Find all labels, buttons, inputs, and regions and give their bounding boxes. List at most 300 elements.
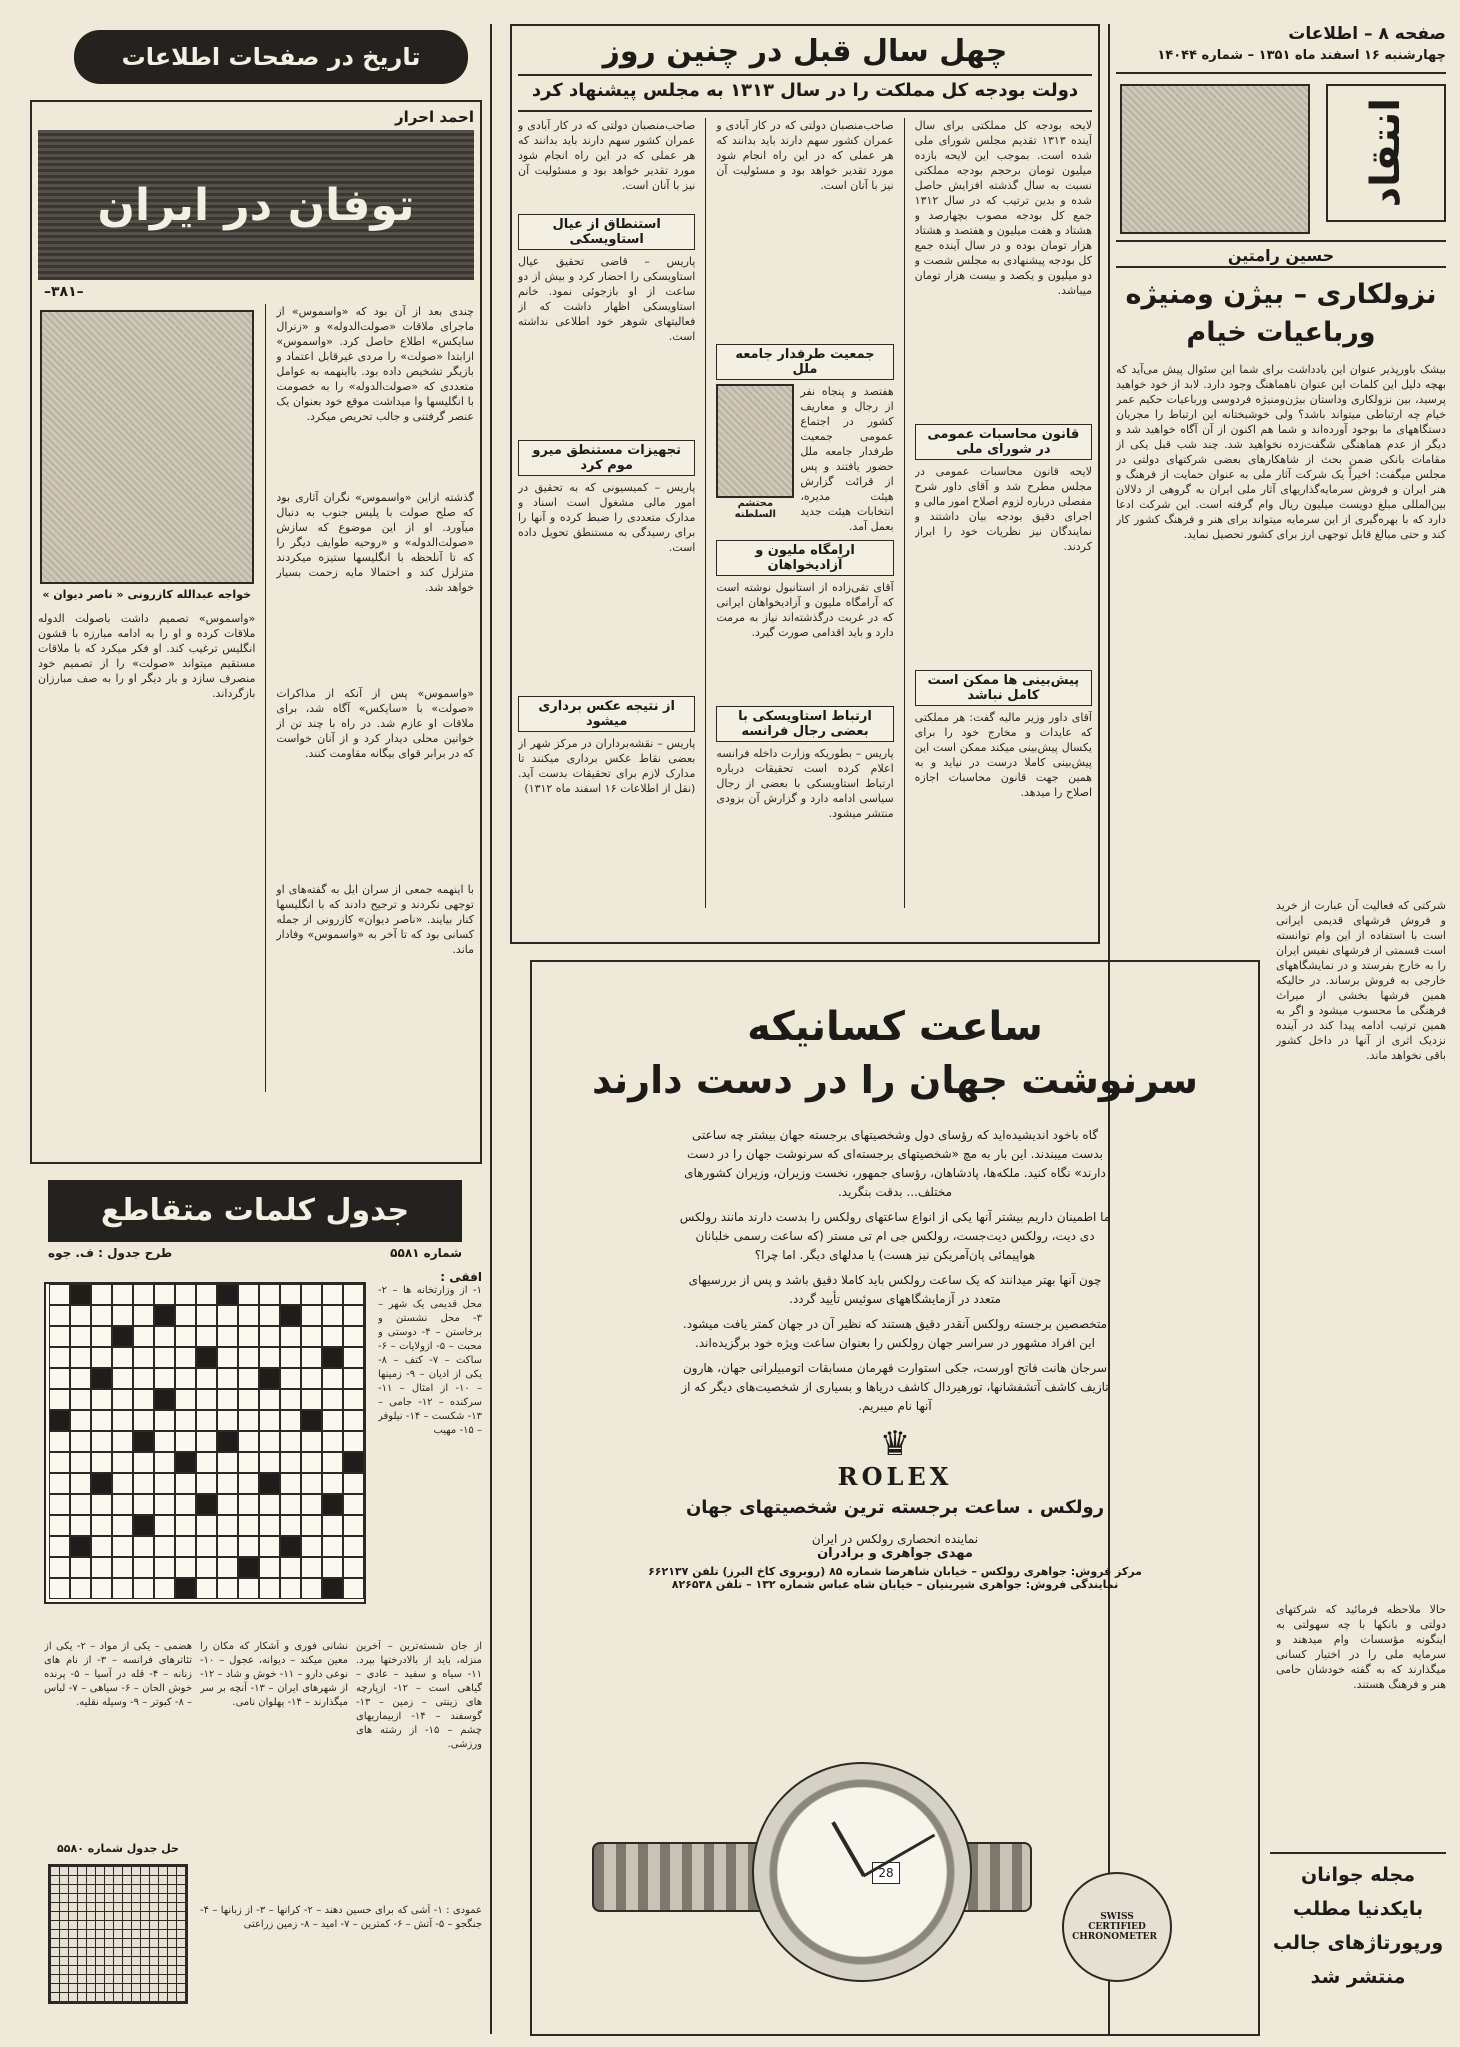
- dealer-address-2: نمایندگی فروش: جواهری شیرینیان – خیابان شاه عباس شماره ۱۳۲ – تلفن ۸۲۶۵۳۸: [671, 1578, 1119, 1591]
- crossword-col-left: هضمی – یکی از مواد – ۲- یکی از تئاترهای فرانسه – ۳- از نام های زنانه – ۴- قله در آسیا – ۵- پرنده خوش الحان – ۶- سیاهی – ۷- لباس – ۸- کبوتر – ۹- وسیله نقلیه.: [44, 1641, 192, 1708]
- crossword-cell[interactable]: [112, 1473, 133, 1494]
- javanan-line-2: بایکدنیا مطلب: [1292, 1898, 1424, 1920]
- crossword-cell[interactable]: [175, 1410, 196, 1431]
- crossword-cell[interactable]: [112, 1536, 133, 1557]
- crossword-cell[interactable]: [322, 1389, 343, 1410]
- crossword-cell[interactable]: [301, 1305, 322, 1326]
- watch-hour-hand: [831, 1821, 865, 1877]
- crossword-cell[interactable]: [175, 1431, 196, 1452]
- crossword-cell[interactable]: [70, 1515, 91, 1536]
- naser-divan-photo: [40, 310, 254, 584]
- crossword-cell[interactable]: [49, 1452, 70, 1473]
- ad-paragraph-5: سرجان هانت فاتح اورست، جکی استوارت قهرمان مسابقات اتومبیلرانی جهان، هارون تازیف کاشف آتشفشانها، تورهیردال کاشف دریاها و بسیاری از شخصیت‌های دیگر که از آنها نام میبریم.: [681, 1361, 1109, 1413]
- crossword-block-cell: [322, 1494, 343, 1515]
- critique-body-2: شرکتی که فعالیت آن عبارت از خرید و فروش فرشهای قدیمی ایرانی است با استفاده از این وام توانسته است قسمتی از فرشهای نفیس ایران را به خارج بفرستد و در نمایشگاههای خارجی به فروش برساند. در حالیکه همین فرشها بخشی از میراث فرهنگی ما محسوب میشود و اگر به همین ترتیب ادامه پیدا کند در آینده نزدیک اثری از آنها در داخل کشور باقی نخواهد ماند.: [1276, 899, 1446, 1062]
- crossword-cell[interactable]: [70, 1578, 91, 1599]
- chronometer-seal: [1062, 1872, 1172, 1982]
- crossword-cell[interactable]: [154, 1347, 175, 1368]
- crossword-cell[interactable]: [280, 1368, 301, 1389]
- crossword-cell[interactable]: [301, 1389, 322, 1410]
- crossword-cell[interactable]: [112, 1347, 133, 1368]
- crossword-cell[interactable]: [280, 1326, 301, 1347]
- crossword-cell[interactable]: [217, 1389, 238, 1410]
- forty-col-c-head-2: تجهیزات مستنطق میرو موم کرد: [518, 440, 695, 476]
- crossword-cell[interactable]: [217, 1368, 238, 1389]
- crossword-cell[interactable]: [49, 1389, 70, 1410]
- crossword-block-cell: [322, 1347, 343, 1368]
- dealer-line-2: مهدی جواهری و برادران: [817, 1546, 973, 1561]
- crossword-cell[interactable]: [154, 1473, 175, 1494]
- crossword-cell[interactable]: [238, 1515, 259, 1536]
- crossword-cell[interactable]: [196, 1326, 217, 1347]
- crossword-cell[interactable]: [91, 1347, 112, 1368]
- crossword-cell[interactable]: [217, 1452, 238, 1473]
- crossword-cell[interactable]: [154, 1284, 175, 1305]
- crossword-cell[interactable]: [259, 1284, 280, 1305]
- crossword-cell[interactable]: [175, 1389, 196, 1410]
- crossword-cell[interactable]: [112, 1494, 133, 1515]
- crossword-number: شماره ۵۵۸۱: [390, 1246, 462, 1260]
- crossword-block-cell: [133, 1515, 154, 1536]
- crossword-cell[interactable]: [154, 1452, 175, 1473]
- crossword-cell[interactable]: [238, 1452, 259, 1473]
- crossword-cell[interactable]: [70, 1494, 91, 1515]
- crossword-cell[interactable]: [280, 1431, 301, 1452]
- crossword-cell[interactable]: [70, 1431, 91, 1452]
- crossword-meta: [48, 1246, 462, 1266]
- crossword-cell[interactable]: [301, 1494, 322, 1515]
- javanan-line-3: ورپورتاژهای جالب: [1272, 1932, 1444, 1954]
- history-episode: –۳۸۱–: [44, 284, 84, 300]
- critique-author: حسین رامتین: [1116, 240, 1446, 268]
- crossword-cell[interactable]: [133, 1536, 154, 1557]
- crossword-cell[interactable]: [49, 1326, 70, 1347]
- crossword-cell[interactable]: [91, 1515, 112, 1536]
- crossword-cell[interactable]: [49, 1578, 70, 1599]
- javanan-line-1: مجله جوانان: [1301, 1864, 1415, 1886]
- crossword-block-cell: [280, 1536, 301, 1557]
- critique-logo: [1326, 84, 1446, 222]
- crossword-cell[interactable]: [175, 1284, 196, 1305]
- crossword-cell[interactable]: [343, 1410, 364, 1431]
- crossword-cell[interactable]: [112, 1410, 133, 1431]
- crossword-cell[interactable]: [301, 1557, 322, 1578]
- solution-label: حل جدول شماره ۵۵۸۰: [57, 1842, 179, 1855]
- crossword-block-cell: [133, 1431, 154, 1452]
- crossword-block-cell: [112, 1326, 133, 1347]
- crossword-cell[interactable]: [70, 1326, 91, 1347]
- crossword-cell[interactable]: [91, 1431, 112, 1452]
- crossword-cell[interactable]: [133, 1473, 154, 1494]
- crossword-cell[interactable]: [133, 1326, 154, 1347]
- crossword-block-cell: [196, 1347, 217, 1368]
- crossword-cell[interactable]: [70, 1347, 91, 1368]
- crossword-block-cell: [280, 1305, 301, 1326]
- crossword-cell[interactable]: [259, 1536, 280, 1557]
- crossword-cell[interactable]: [70, 1305, 91, 1326]
- crossword-cell[interactable]: [238, 1347, 259, 1368]
- crossword-cell[interactable]: [196, 1536, 217, 1557]
- javanan-ad: [1270, 1852, 1446, 2034]
- crossword-cell[interactable]: [322, 1515, 343, 1536]
- crossword-cell[interactable]: [196, 1410, 217, 1431]
- crossword-cell[interactable]: [322, 1368, 343, 1389]
- crossword-cell[interactable]: [49, 1368, 70, 1389]
- crossword-cell[interactable]: [196, 1452, 217, 1473]
- date-line: چهارشنبه ۱۶ اسفند ماه ۱۳۵۱ – شماره ۱۴۰۴۴: [1157, 48, 1446, 63]
- crossword-cell[interactable]: [322, 1326, 343, 1347]
- crossword-cell[interactable]: [343, 1473, 364, 1494]
- crossword-cell[interactable]: [70, 1410, 91, 1431]
- crossword-cell[interactable]: [301, 1515, 322, 1536]
- crossword-block-cell: [70, 1536, 91, 1557]
- crossword-cell[interactable]: [343, 1494, 364, 1515]
- crossword-cell[interactable]: [133, 1410, 154, 1431]
- naser-divan-caption: خواجه عبدالله کازرونی « ناصر دیوان »: [42, 588, 252, 601]
- crossword-cell[interactable]: [343, 1557, 364, 1578]
- page-label: صفحه ۸ – اطلاعات: [1288, 24, 1446, 44]
- crossword-cell[interactable]: [196, 1305, 217, 1326]
- crossword-cell[interactable]: [322, 1536, 343, 1557]
- watch-face: [752, 1762, 972, 1982]
- forty-col-b-head-1: جمعیت طرفدار جامعه ملل: [716, 344, 893, 380]
- forty-col-b-text-2: آقای تقی‌زاده از استانبول نوشته است که آرامگاه ملیون و آزادیخواهان ایرانی که در غربت درگذشته‌اند نیاز به مرمت دارد و باید اقدامی صورت گیرد.: [716, 581, 894, 639]
- crossword-cell[interactable]: [322, 1305, 343, 1326]
- crossword-banner: جدول کلمات متقاطع: [48, 1180, 462, 1242]
- crossword-cell[interactable]: [217, 1305, 238, 1326]
- crossword-cell[interactable]: [133, 1452, 154, 1473]
- crossword-cell[interactable]: [322, 1473, 343, 1494]
- crossword-cell[interactable]: [112, 1557, 133, 1578]
- crossword-cell[interactable]: [322, 1452, 343, 1473]
- crossword-block-cell: [91, 1368, 112, 1389]
- forty-years-section: [510, 24, 1100, 944]
- crossword-block-cell: [154, 1305, 175, 1326]
- crossword-cell[interactable]: [49, 1494, 70, 1515]
- crossword-cell[interactable]: [154, 1494, 175, 1515]
- crossword-cell[interactable]: [175, 1305, 196, 1326]
- crossword-cell[interactable]: [238, 1473, 259, 1494]
- crossword-cell[interactable]: [259, 1452, 280, 1473]
- crossword-cell[interactable]: [343, 1578, 364, 1599]
- crossword-cell[interactable]: [196, 1557, 217, 1578]
- crossword-cell[interactable]: [49, 1473, 70, 1494]
- crossword-cell[interactable]: [154, 1557, 175, 1578]
- rolex-tagline: رولکس . ساعت برجسته ترین شخصیتهای جهان: [685, 1497, 1105, 1518]
- crossword-cell[interactable]: [49, 1536, 70, 1557]
- crossword-cell[interactable]: [196, 1431, 217, 1452]
- crossword-cell[interactable]: [259, 1515, 280, 1536]
- across-clues: ۱- از وزارتخانه ها – ۲- محل قدیمی یک شهر – ۳- محل نشستن و برخاستن – ۴- دوستی و محبت – ۵- ازولایات – ۶- ساکت – ۷- کتف – ۸- یکی از ادیان – ۹- زمینها – ۱۰- از امثال – ۱۱- سرکنده – ۱۲- جامی – ۱۳- شکست – ۱۴- نیلوفر – ۱۵- مهیب: [378, 1285, 482, 1436]
- crossword-block-cell: [259, 1368, 280, 1389]
- crossword-cell[interactable]: [238, 1578, 259, 1599]
- crossword-grid: [44, 1282, 366, 1604]
- forty-col-c-head-1: استنطاق از عیال استاویسکی: [518, 214, 695, 250]
- forty-col-b-text-1: هفتصد و پنجاه نفر از رجال و معاریف کشور در اجتماع عمومی جمعیت طرفدار جامعه ملل حضور یافتند و پس از قرائت گزارش هیئت مدیره، انتخابات هیئت جدید بعمل آمد.: [800, 385, 894, 533]
- crossword-cell[interactable]: [280, 1347, 301, 1368]
- crossword-cell[interactable]: [49, 1284, 70, 1305]
- crossword-block-cell: [175, 1578, 196, 1599]
- crossword-cell[interactable]: [259, 1389, 280, 1410]
- crossword-block-cell: [154, 1389, 175, 1410]
- crossword-cell[interactable]: [154, 1515, 175, 1536]
- crossword-cell[interactable]: [196, 1368, 217, 1389]
- crossword-cell[interactable]: [343, 1326, 364, 1347]
- crossword-cell[interactable]: [133, 1284, 154, 1305]
- crossword-cell[interactable]: [70, 1473, 91, 1494]
- forty-years-subtitle: دولت بودجه کل مملکت را در سال ۱۳۱۳ به مجلس پیشنهاد کرد: [531, 80, 1079, 101]
- ad-headline-1: ساعت کسانیکه: [747, 1004, 1043, 1050]
- forty-col-c-intro: صاحب‌منصبان دولتی که در کار آبادی و عمران کشور سهم دارند باید بدانند که هر عملی که در این راه انجام شود مورد تقدیر خواهد بود و مسئولیت آن نیز با آنان است.: [518, 119, 696, 192]
- crossword-cell[interactable]: [322, 1557, 343, 1578]
- ad-paragraph-2: ما اطمینان داریم بیشتر آنها یکی از انواع ساعتهای رولکس را بدست دارند مانند رولکس دی دیت، رولکس دیت‌جست، رولکس جی ام تی مستر (که ساعت رسمی خلبانان هواپیمائی پان‌آمریکن نیز هست) یا مدلهای دیگر. اما چرا؟: [679, 1210, 1111, 1262]
- forty-col-c-text-2: پاریس – کمیسیونی که به تحقیق در امور مالی مشغول است اسناد و مدارک متعددی را ضبط کرده و آنها را برای رسیدگی به مستنطق تحویل داده است.: [518, 481, 696, 554]
- crossword-cell[interactable]: [175, 1515, 196, 1536]
- crossword-cell[interactable]: [217, 1326, 238, 1347]
- crossword-cell[interactable]: [112, 1431, 133, 1452]
- page-header: [1116, 24, 1446, 70]
- crossword-cell[interactable]: [49, 1557, 70, 1578]
- crossword-cell[interactable]: [112, 1284, 133, 1305]
- crossword-cell[interactable]: [217, 1410, 238, 1431]
- forty-col-a-text-2: لایحه قانون محاسبات عمومی در مجلس مطرح شد و آقای داور شرح مفصلی درباره لزوم اصلاح امور مالی و اجرای دقیق بودجه بیان داشتند و نمایندگان نیز نظریات خود را ابراز کردند.: [914, 465, 1092, 553]
- crossword-cell[interactable]: [217, 1536, 238, 1557]
- history-author: احمد احرار: [395, 108, 474, 126]
- crossword-cell[interactable]: [196, 1473, 217, 1494]
- rolex-brand: ROLEX: [837, 1462, 953, 1491]
- crossword-cell[interactable]: [259, 1431, 280, 1452]
- crossword-cell[interactable]: [259, 1578, 280, 1599]
- crossword-cell[interactable]: [217, 1557, 238, 1578]
- ad-paragraph-3: چون آنها بهتر میدانند که یک ساعت رولکس باید کاملا دقیق باشد و پس از بررسیهای متعدد در آزمایشگاههای سوئیس تأیید گردد.: [688, 1273, 1102, 1306]
- crossword-cell[interactable]: [343, 1389, 364, 1410]
- mohtasham-caption: محتشم السلطنه: [734, 498, 776, 520]
- crossword-cell[interactable]: [322, 1431, 343, 1452]
- history-p5: با اینهمه جمعی از سران ایل به گفته‌های او توجهی نکردند و ترجیح دادند که با انگلیسها کنار بیایند. «ناصر دیوان» کازرونی از جمله کسانی بود که تا آخر به «واسموس» وفادار ماند.: [276, 883, 474, 956]
- crossword-cell[interactable]: [91, 1305, 112, 1326]
- crossword-cell[interactable]: [280, 1389, 301, 1410]
- forty-col-c-head-3: از نتیجه عکس برداری میشود: [518, 696, 695, 732]
- crossword-cell[interactable]: [154, 1536, 175, 1557]
- crossword-cell[interactable]: [112, 1452, 133, 1473]
- crossword-cell[interactable]: [133, 1494, 154, 1515]
- forty-col-b-head-3: ارتباط استاویسکی با بعضی رجال فرانسه: [716, 706, 893, 742]
- crossword-block-cell: [175, 1452, 196, 1473]
- crossword-cell[interactable]: [301, 1284, 322, 1305]
- crossword-cell[interactable]: [238, 1326, 259, 1347]
- crossword-block-cell: [322, 1578, 343, 1599]
- crossword-cell[interactable]: [154, 1326, 175, 1347]
- crossword-cell[interactable]: [280, 1284, 301, 1305]
- crossword-cell[interactable]: [259, 1326, 280, 1347]
- crossword-cell[interactable]: [91, 1452, 112, 1473]
- crossword-cell[interactable]: [259, 1305, 280, 1326]
- crossword-cell[interactable]: [280, 1452, 301, 1473]
- crossword-cell[interactable]: [70, 1389, 91, 1410]
- crossword-cell[interactable]: [49, 1305, 70, 1326]
- crossword-cell[interactable]: [112, 1368, 133, 1389]
- crossword-block-cell: [301, 1410, 322, 1431]
- ad-paragraph-1: گاه باخود اندیشیده‌اید که رؤسای دول وشخصیتهای برجسته جهان بیشتر چه ساعتی بدست میبندند. این بار به مچ «شخصیتهای برجسته‌ای که سرنوشت جهان را در دست دارند» نگاه کنید. ملکه‌ها، پادشاهان، رؤسای جمهور، نخست وزیران، وزیران کشورهای مختلف... بدقت بنگرید.: [684, 1128, 1106, 1199]
- crossword-cell[interactable]: [301, 1347, 322, 1368]
- crossword-cell[interactable]: [343, 1431, 364, 1452]
- critique-body-3: حالا ملاحظه فرمائید که شرکتهای دولتی و بانکها با چه سهولتی به اینگونه مؤسسات وام میدهند و سرمایه ملی را در اختیار کسانی میگذارند که به گفته خودشان حامی هنر و فرهنگ هستند.: [1276, 1603, 1446, 1691]
- crossword-cell[interactable]: [91, 1494, 112, 1515]
- crossword-cell[interactable]: [343, 1515, 364, 1536]
- crossword-cell[interactable]: [217, 1347, 238, 1368]
- forty-col-a-text: لایحه بودجه کل مملکتی برای سال آینده ۱۳۱۳ تقدیم مجلس شورای ملی شده است. بموجب این لایحه بازده میلیون تومان برحجم بودجه مملکتی نسبت به سال گذشته افزایش حاصل شده و بدین ترتیب که در سال ۱۳۱۲ جمع کل بودجه مصوب بچهارصد و هشتاد و هفت میلیون و هفتصد و هشتاد هزار تومان بوده و در سال آینده جمع کل بودجه پیشنهادی به مجلس شصت و دو میلیون و یکصد و بیست هزار تومان میباشد.: [914, 119, 1092, 297]
- crossword-cell[interactable]: [112, 1578, 133, 1599]
- critique-title: نزولکاری – بیژن ومنیژه ورباعیات خیام: [1125, 279, 1437, 348]
- crossword-cell[interactable]: [133, 1347, 154, 1368]
- crossword-cell[interactable]: [343, 1284, 364, 1305]
- crossword-cell[interactable]: [133, 1389, 154, 1410]
- ad-headline-2: سرنوشت جهان را در دست دارند: [591, 1058, 1198, 1102]
- crossword-cell[interactable]: [301, 1536, 322, 1557]
- crossword-cell[interactable]: [91, 1389, 112, 1410]
- crossword-cell[interactable]: [175, 1557, 196, 1578]
- history-p1: چندی بعد از آن بود که «واسموس» از ماجرای ملاقات «صولت‌الدوله» و «زنرال سایکس» اطلاع حاصل کرد. «واسموس» ازابتدا «صولت» را مردی غیرقابل اعتماد و بازیگر تشخیص داده بود. بااینهمه به عوامل متعددی که «صولت‌الدوله» را به خصومت با انگلیسها وا میداشت موقع خود بعنوان یک عنصر گرفتنی و جالب تحریص میکرد.: [276, 305, 474, 423]
- crossword-cell[interactable]: [301, 1368, 322, 1389]
- crossword-cell[interactable]: [301, 1431, 322, 1452]
- crossword-cell[interactable]: [238, 1431, 259, 1452]
- crossword-cell[interactable]: [301, 1473, 322, 1494]
- forty-col-a-head-2: پیش‌بینی ها ممکن است کامل نباشد: [915, 670, 1092, 706]
- history-title-panel: [38, 130, 474, 280]
- crossword-cell[interactable]: [280, 1473, 301, 1494]
- rolex-crown-icon: ♛: [879, 1424, 911, 1464]
- forty-col-b-text-3: پاریس – بطوریکه وزارت داخله فرانسه اعلام کرده است تحقیقات درباره ارتباط استاویسکی با بعضی از رجال سیاسی ادامه دارد و گزارش آن بزودی منتشر میشود.: [716, 747, 894, 820]
- crossword-cell[interactable]: [196, 1578, 217, 1599]
- crossword-cell[interactable]: [343, 1368, 364, 1389]
- crossword-cell[interactable]: [175, 1368, 196, 1389]
- crossword-cell[interactable]: [217, 1473, 238, 1494]
- crossword-cell[interactable]: [70, 1452, 91, 1473]
- crossword-cell[interactable]: [175, 1473, 196, 1494]
- crossword-cell[interactable]: [154, 1410, 175, 1431]
- crossword-cell[interactable]: [217, 1494, 238, 1515]
- crossword-cell[interactable]: [301, 1452, 322, 1473]
- crossword-cell[interactable]: [49, 1515, 70, 1536]
- watch-illustration: [592, 1722, 1192, 2022]
- crossword-cell[interactable]: [280, 1410, 301, 1431]
- crossword-cell[interactable]: [49, 1431, 70, 1452]
- crossword-cell[interactable]: [196, 1389, 217, 1410]
- crossword-cell[interactable]: [343, 1536, 364, 1557]
- crossword-cell[interactable]: [238, 1410, 259, 1431]
- crossword-block-cell: [217, 1431, 238, 1452]
- crossword-cell[interactable]: [133, 1557, 154, 1578]
- crossword-cell[interactable]: [91, 1536, 112, 1557]
- crossword-col-right: از جان شسته‌ترین – آخرین منزله، باید از بالادرختها بپرد. ۱۱- سیاه و سفید – عادی – گیاهی است – ۱۲- ازپارچه های زینتی – زمین – ۱۳- گوسفند – ۱۴- ازبیماریهای چشم – ۱۵- از رشته های ورزشی.: [356, 1641, 482, 1750]
- forty-col-a-head: قانون محاسبات عمومی در شورای ملی: [915, 424, 1092, 460]
- crossword-cell[interactable]: [259, 1494, 280, 1515]
- history-p3: «واسموس» تصمیم داشت باصولت الدوله ملاقات کرده و او را به ادامه مبارزه با قشون انگلیس ترغیب کند. او فکر میکرد که با ملاقات مستقیم میتواند «صولت» را از تصمیم خود منصرف سازد و بار دیگر او را به صف مبارزان بازگرداند.: [38, 612, 256, 700]
- crossword-cell[interactable]: [91, 1410, 112, 1431]
- crossword-clues-across: [378, 1270, 482, 1630]
- crossword-block-cell: [217, 1284, 238, 1305]
- critique-body: بیشک باورپذیر عنوان این یادداشت برای شما این سئوال پیش می‌آید که بهچه دلیل این کلمات این عنوان ناهماهنگ وجود دارد. لابد از خود خواهید پرسید، بین نزولکاری وداستان بیژن‌ومنیژه فردوسی ورباعیات حکیم عمر خیام چه ارتباطی میتواند باشد؟ ولی خوشبختانه این ارتباط را مجریان دستگاههای ما بوجود آورده‌اند و شما هم اکنون از آن آگاه خواهید شد و دیگر از عدم هماهنگی شگفت‌زده نخواهید شد. چند شب قبل یکی از مقامات بانکی ضمن بحث از شاهکارهای بعضی شرکتهای دولتی در مجلس میگفت: اخیراً یک شرکت آثار ملی به عنوان حمایت از فرهنگ و هنر ایران و فروش سرمایه‌گذاریهای آثار ملی ایران به گروهی از دلالان بین‌المللی مبلغ دویست میلیون ریال وام گرفته است. این شرکت ادعا دارد که با بهره‌گیری از این سرمایه میتواند برای هنر و فرهنگ کشور کار کند و حتی مبالغ قابل توجهی ارز برای کشور تحصیل نماید.: [1116, 363, 1446, 541]
- crossword-block-cell: [70, 1284, 91, 1305]
- across-label: افقی :: [440, 1270, 482, 1284]
- crossword-cell[interactable]: [175, 1494, 196, 1515]
- crossword-designer: طرح جدول : ف. جوه: [48, 1246, 173, 1260]
- crossword-cell[interactable]: [70, 1557, 91, 1578]
- crossword-cell[interactable]: [343, 1347, 364, 1368]
- crossword-cell[interactable]: [301, 1326, 322, 1347]
- crossword-cell[interactable]: [175, 1536, 196, 1557]
- crossword-cell[interactable]: [238, 1389, 259, 1410]
- crossword-cell[interactable]: [322, 1284, 343, 1305]
- crossword-cell[interactable]: [238, 1536, 259, 1557]
- down-clues: عمودی : ۱- آشی که برای حسین دهند – ۲- کرانها – ۳- از زبانها – ۴- جنگجو – ۵- آتش – ۶- کمترین – ۷- امید – ۸- زمین زراعتی: [200, 1905, 482, 1930]
- crossword-cell[interactable]: [175, 1326, 196, 1347]
- crossword-cell[interactable]: [112, 1305, 133, 1326]
- crossword-cell[interactable]: [280, 1578, 301, 1599]
- crossword-cell[interactable]: [70, 1368, 91, 1389]
- forty-col-c-text-1: پاریس – قاضی تحقیق عیال استاویسکی را احضار کرد و بیش از دو ساعت از او بازجوئی نمود. خانم استاویسکی اظهار داشت که از فعالیتهای شوهر خود اطلاعی نداشته است.: [518, 255, 696, 343]
- watch-date: 28: [872, 1862, 900, 1884]
- crossword-cell[interactable]: [259, 1410, 280, 1431]
- critique-logo-text: انتقاد: [1363, 98, 1409, 208]
- crossword-cell[interactable]: [301, 1578, 322, 1599]
- crossword-cell[interactable]: [112, 1515, 133, 1536]
- crossword-cell[interactable]: [322, 1410, 343, 1431]
- crossword-cell[interactable]: [49, 1347, 70, 1368]
- crossword-cell[interactable]: [280, 1494, 301, 1515]
- javanan-line-4: منتشر شد: [1310, 1966, 1406, 1988]
- crossword-cell[interactable]: [91, 1326, 112, 1347]
- crossword-cell[interactable]: [175, 1347, 196, 1368]
- crossword-cell[interactable]: [154, 1368, 175, 1389]
- crossword-cell[interactable]: [238, 1305, 259, 1326]
- forty-years-title: چهل سال قبل در چنین روز: [602, 34, 1008, 69]
- crossword-cell[interactable]: [238, 1494, 259, 1515]
- author-photo: [1120, 84, 1310, 234]
- crossword-cell[interactable]: [217, 1578, 238, 1599]
- crossword-cell[interactable]: [154, 1431, 175, 1452]
- crossword-cell[interactable]: [238, 1284, 259, 1305]
- history-banner: تاریخ در صفحات اطلاعات: [74, 30, 468, 84]
- crossword-cell[interactable]: [112, 1389, 133, 1410]
- crossword-cell[interactable]: [280, 1557, 301, 1578]
- crossword-cell[interactable]: [154, 1578, 175, 1599]
- crossword-cell[interactable]: [133, 1305, 154, 1326]
- crossword-cell[interactable]: [91, 1578, 112, 1599]
- crossword-cell[interactable]: [133, 1368, 154, 1389]
- rolex-ad: [530, 960, 1260, 2036]
- crossword-cell[interactable]: [91, 1284, 112, 1305]
- crossword-cell[interactable]: [196, 1284, 217, 1305]
- history-p2: گذشته ازاین «واسموس» نگران آثاری بود که صلح صولت با پلیس جنوب به دنبال میآورد. او از این موضوع که سازش «صولت‌الدوله» و «روحیه طوایف دیگر را که تا آنلحظه با انگلیسها ستیزه میکردند متزلزل کند و احتمالا مایه زحمت بسیار خواهد شد.: [276, 491, 474, 594]
- crossword-cell[interactable]: [196, 1515, 217, 1536]
- crossword-cell[interactable]: [259, 1347, 280, 1368]
- crossword-block-cell: [49, 1410, 70, 1431]
- dealer-address-1: مرکز فروش: جواهری رولکس – خیابان شاهرضا شماره ۸۵ (روبروی کاخ البرز) تلفن ۶۶۲۱۳۷: [648, 1565, 1142, 1578]
- crossword-col-mid: نشانی فوری و آشکار که مکان را معین میکند – دیوانه، عجول – ۱۰- نوعی دارو – ۱۱- خوش و شاد – ۱۲- از شهرهای ایران – ۱۳- آنچه بر سر میگذارند – ۱۴- پهلوان نامی.: [200, 1641, 348, 1708]
- crossword-cell[interactable]: [238, 1368, 259, 1389]
- crossword-cell[interactable]: [280, 1515, 301, 1536]
- solution-grid: [48, 1864, 188, 2004]
- forty-col-a-text-3: آقای داور وزیر مالیه گفت: هر مملکتی که عایدات و مخارج خود را برای یکسال پیش‌بینی میکند ممکن است این پیش‌بینی کاملا درست در نیاید و به همین جهت قانون محاسبات اجازه اصلاح را میدهد.: [914, 711, 1092, 799]
- crossword-cell[interactable]: [259, 1557, 280, 1578]
- history-section: [30, 100, 482, 1164]
- crossword-cell[interactable]: [343, 1305, 364, 1326]
- crossword-cell[interactable]: [91, 1557, 112, 1578]
- forty-col-b-head-2: ارامگاه ملیون و آزادیخواهان: [716, 540, 893, 576]
- crossword-cell[interactable]: [217, 1515, 238, 1536]
- crossword-cell[interactable]: [133, 1578, 154, 1599]
